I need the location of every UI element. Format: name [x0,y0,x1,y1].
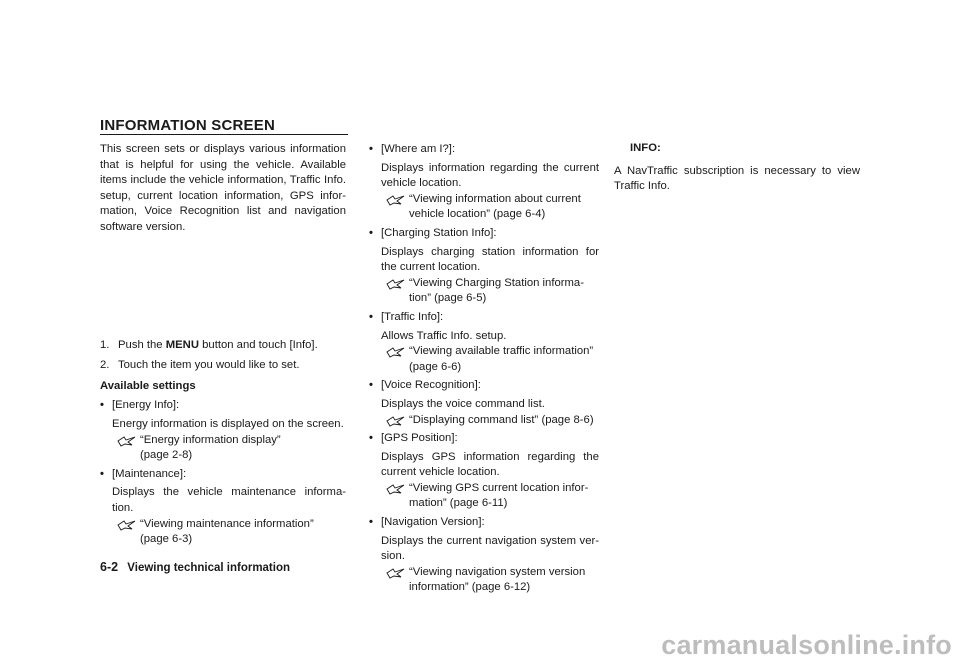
setting-label: [GPS Position]: [381,432,458,445]
section-heading: INFORMATION SCREEN [100,117,275,134]
reference-text: “Viewing Charging Station informa- [409,276,584,289]
setting-description: Displays the voice command list. [381,397,545,410]
heading-rule [100,134,348,135]
setting-description: Displays the current navigation system ver- sion. [381,534,599,563]
reference-page: vehicle location” (page 6-4) [409,208,546,221]
reference-text: “Viewing information about current [409,192,581,205]
menu-button-name: MENU [165,338,199,351]
setting-label: [Voice Recognition]: [381,379,481,392]
step-number: 1. [100,338,110,351]
setting-reference [381,344,599,375]
info-box [614,141,860,195]
reference-pointer-icon [117,435,137,447]
page-number: 6-2 [100,560,119,574]
setting-reference [381,192,599,223]
column-2 [369,142,599,599]
setting-item-maintenance [100,467,346,548]
reference-page: (page 6-6) [409,360,462,373]
setting-label: [Navigation Version]: [381,516,485,529]
setting-description: Energy information is displayed on the screen. [112,417,344,430]
setting-label: [Energy Info]: [112,399,180,412]
info-text: A NavTraffic subscription is necessary to view Traffic Info. [614,164,860,193]
setting-item-where-am-i [369,142,599,223]
bullet: • [369,226,373,239]
bullet: • [369,379,373,392]
setting-reference [112,517,346,548]
bullet: • [369,432,373,445]
setting-item-traffic-info [369,310,599,375]
setting-label: [Maintenance]: [112,467,187,480]
reference-text: “Viewing navigation system version [409,565,586,578]
info-label: INFO: [630,142,661,154]
step-text-pre: Push the [118,338,166,351]
setting-reference [381,413,599,429]
bullet: • [100,467,104,480]
setting-reference [381,481,599,512]
page-footer [100,560,290,574]
reference-pointer-icon [386,194,406,206]
setting-reference [381,565,599,596]
setting-item-energy-info [100,398,346,463]
reference-text: “Viewing maintenance information” [140,517,314,530]
footer-section-title: Viewing technical information [127,562,291,574]
reference-pointer-icon [386,415,406,427]
reference-text: “Energy information display” [140,433,281,446]
bullet: • [100,399,104,412]
reference-text: “Displaying command list” (page 8-6) [409,413,594,426]
bullet: • [369,143,373,155]
setting-label: [Charging Station Info]: [381,226,497,239]
step-text: Touch the item you would like to set. [118,359,300,372]
reference-page: mation” (page 6-11) [409,497,508,510]
bullet: • [369,310,373,323]
setting-reference [112,433,346,464]
column-1 [100,142,346,551]
reference-page: (page 2-8) [140,449,193,462]
reference-page: (page 6-3) [140,533,193,546]
step-text-post: button and touch [Info]. [199,338,318,351]
setting-item-charging-station-info [369,226,599,307]
step-item [100,358,346,374]
reference-page: tion” (page 6-5) [409,292,487,305]
setting-description: Displays charging station information for the current location. [381,245,599,274]
reference-pointer-icon [386,346,406,358]
step-number: 2. [100,359,110,372]
setting-description: Displays information regarding the current vehicle location. [381,161,599,190]
setting-item-gps-position [369,431,599,512]
setting-description: Allows Traffic Info. setup. [381,329,507,342]
blank-space [100,236,346,338]
reference-text: “Viewing GPS current location infor- [409,481,589,494]
reference-text: “Viewing available traffic information” [409,345,594,358]
reference-pointer-icon [386,483,406,495]
setting-item-navigation-version [369,515,599,596]
available-settings-heading: Available settings [100,379,196,392]
reference-pointer-icon [117,519,137,531]
setting-description: Displays GPS information regarding the current vehicle location. [381,450,599,479]
reference-page: information” (page 6-12) [409,581,531,594]
reference-pointer-icon [386,567,406,579]
watermark: carmanualsonline.info [661,630,952,660]
setting-reference [381,276,599,307]
bullet: • [369,516,373,529]
setting-label: [Where am I?]: [381,143,456,155]
setting-description: Displays the vehicle maintenance informa- tion. [112,486,346,514]
reference-pointer-icon [386,278,406,290]
step-item [100,338,346,354]
intro-paragraph: This screen sets or displays various information that is helpful for using the vehicle. Available items include the vehicle information, Traffic Info. setup, current location information, GPS infor- mation, Voice Recognition list and navigation software version. [100,143,346,233]
setting-item-voice-recognition [369,378,599,428]
setting-label: [Traffic Info]: [381,310,444,323]
